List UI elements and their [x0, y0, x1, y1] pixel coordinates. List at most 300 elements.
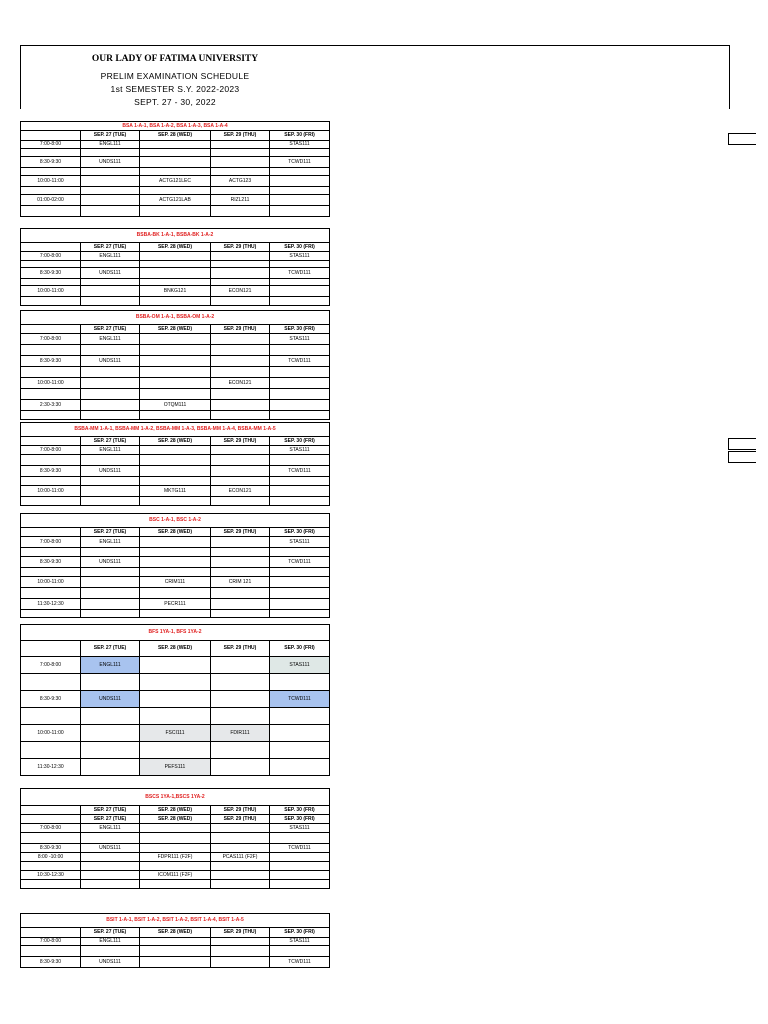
exam-cell: FDIR111: [211, 725, 270, 742]
day-header: SEP. 29 (THU): [211, 437, 270, 446]
exam-cell: UNDS111: [81, 356, 140, 367]
exam-cell: [211, 759, 270, 776]
day-header: SEP. 28 (WED): [140, 131, 211, 141]
exam-cell: MKTG111: [140, 486, 211, 497]
time-header-cell: [21, 243, 81, 252]
time-slot: 11:30-12:30: [21, 759, 81, 776]
day-header: SEP. 27 (TUE): [81, 437, 140, 446]
exam-cell: [140, 268, 211, 279]
exam-cell: ECON121: [211, 378, 270, 389]
exam-cell: [81, 187, 140, 195]
section-title-row: [21, 229, 330, 243]
exam-cell: [81, 168, 140, 176]
schedule-row: [21, 261, 330, 268]
exam-cell: STAS111: [270, 252, 330, 261]
schedule-row: [21, 157, 330, 168]
exam-cell: [140, 537, 211, 548]
exam-cell: [270, 759, 330, 776]
exam-cell: [270, 477, 330, 486]
exam-cell: [211, 742, 270, 759]
exam-cell: ENGL111: [81, 824, 140, 833]
exam-cell: [140, 657, 211, 674]
exam-cell: [270, 568, 330, 577]
time-slot: [21, 862, 81, 871]
exam-cell: STAS111: [270, 824, 330, 833]
exam-cell: PCAS111 (F2F): [211, 853, 270, 862]
schedule-table: [20, 788, 330, 889]
section-title: BSIT 1-A-1, BSIT 1-A-2, BSIT 1-A-2, BSIT 1-A-4, BSIT 1-A-5: [21, 914, 330, 928]
exam-cell: [211, 844, 270, 853]
exam-cell: OTQM111: [140, 400, 211, 411]
time-slot: 10:00-11:00: [21, 286, 81, 297]
day-header: SEP. 27 (TUE): [81, 528, 140, 537]
schedule-row: [21, 599, 330, 610]
exam-cell: [140, 279, 211, 286]
day-header: SEP. 28 (WED): [140, 243, 211, 252]
exam-cell: [211, 833, 270, 844]
section-title-row: [21, 122, 330, 131]
schedule-section: [20, 422, 329, 506]
exam-cell: [140, 141, 211, 149]
exam-cell: [81, 195, 140, 206]
schedule-row: [21, 477, 330, 486]
schedule-row: [21, 588, 330, 599]
exam-cell: [81, 477, 140, 486]
time-slot: [21, 389, 81, 400]
exam-cell: [81, 345, 140, 356]
time-slot: 8:00 -10:00: [21, 853, 81, 862]
section-title-row: [21, 423, 330, 437]
exam-cell: [81, 759, 140, 776]
exam-cell: [270, 411, 330, 420]
exam-cell: CRIM111: [140, 577, 211, 588]
exam-cell: ENGL111: [81, 537, 140, 548]
schedule-row: [21, 548, 330, 557]
time-slot: [21, 187, 81, 195]
exam-cell: [211, 657, 270, 674]
time-slot: 7:00-8:00: [21, 446, 81, 455]
time-header-cell: [21, 641, 81, 657]
exam-cell: [270, 725, 330, 742]
schedule-row: [21, 853, 330, 862]
time-slot: 8:30-9:30: [21, 957, 81, 968]
semester-label: 1st SEMESTER S.Y. 2022-2023: [110, 84, 240, 94]
exam-cell: [81, 367, 140, 378]
day-header: SEP. 28 (WED): [140, 325, 211, 334]
exam-cell: SEP. 28 (WED): [140, 815, 211, 824]
exam-cell: TCWD111: [270, 957, 330, 968]
schedule-section: [20, 624, 329, 776]
exam-cell: [140, 497, 211, 506]
section-title-row: [21, 514, 330, 528]
time-slot: [21, 833, 81, 844]
time-slot: [21, 742, 81, 759]
schedule-row: [21, 149, 330, 157]
exam-cell: STAS111: [270, 334, 330, 345]
time-header-cell: [21, 131, 81, 141]
time-slot: [21, 568, 81, 577]
exam-cell: ENGL111: [81, 252, 140, 261]
schedule-table: [20, 228, 330, 306]
day-header: SEP. 28 (WED): [140, 806, 211, 815]
exam-cell: [211, 588, 270, 599]
exam-cell: [270, 297, 330, 306]
section-title-row: [21, 914, 330, 928]
exam-cell: [270, 708, 330, 725]
day-header: SEP. 29 (THU): [211, 928, 270, 938]
day-header-row: [21, 928, 330, 938]
schedule-table: [20, 513, 330, 618]
exam-cell: [140, 367, 211, 378]
time-slot: 10:30-12:30: [21, 871, 81, 880]
exam-cell: [81, 149, 140, 157]
exam-cell: STAS111: [270, 657, 330, 674]
schedule-row: [21, 168, 330, 176]
exam-cell: [140, 548, 211, 557]
exam-cell: UNDS111: [81, 466, 140, 477]
exam-cell: [140, 477, 211, 486]
exam-cell: [211, 880, 270, 889]
exam-cell: [211, 557, 270, 568]
time-slot: 8:30-9:30: [21, 844, 81, 853]
exam-cell: [211, 537, 270, 548]
exam-cell: [81, 297, 140, 306]
exam-cell: [140, 938, 211, 946]
time-slot: 10:00-11:00: [21, 725, 81, 742]
exam-cell: [270, 286, 330, 297]
day-header-row: [21, 243, 330, 252]
day-header: SEP. 30 (FRI): [270, 437, 330, 446]
exam-cell: TCWD111: [270, 268, 330, 279]
side-box: [728, 438, 756, 450]
exam-cell: [211, 345, 270, 356]
schedule-row: [21, 367, 330, 378]
exam-cell: [140, 824, 211, 833]
exam-cell: [81, 279, 140, 286]
schedule-row: [21, 195, 330, 206]
exam-cell: [211, 599, 270, 610]
schedule-row: [21, 389, 330, 400]
day-header: SEP. 27 (TUE): [81, 928, 140, 938]
schedule-section: [20, 121, 329, 217]
exam-cell: [140, 557, 211, 568]
time-slot: 7:00-8:00: [21, 657, 81, 674]
exam-cell: [270, 880, 330, 889]
time-slot: [21, 548, 81, 557]
exam-cell: [140, 334, 211, 345]
exam-cell: STAS111: [270, 141, 330, 149]
exam-cell: ENGL111: [81, 938, 140, 946]
exam-cell: [140, 833, 211, 844]
exam-cell: PEFS111: [140, 759, 211, 776]
exam-cell: [211, 157, 270, 168]
day-header: SEP. 29 (THU): [211, 243, 270, 252]
day-header: SEP. 30 (FRI): [270, 131, 330, 141]
exam-cell: [270, 862, 330, 871]
exam-cell: [211, 548, 270, 557]
exam-cell: BNKG121: [140, 286, 211, 297]
exam-cell: CRIM 121: [211, 577, 270, 588]
schedule-row: [21, 833, 330, 844]
exam-cell: [81, 400, 140, 411]
university-name: OUR LADY OF FATIMA UNIVERSITY: [91, 54, 259, 64]
time-slot: 2:30-3:30: [21, 400, 81, 411]
schedule-table: [20, 121, 330, 217]
schedule-row: [21, 946, 330, 957]
exam-cell: [81, 261, 140, 268]
exam-cell: [270, 279, 330, 286]
exam-cell: [140, 455, 211, 466]
schedule-section: [20, 228, 329, 306]
exam-cell: [211, 446, 270, 455]
day-header: SEP. 30 (FRI): [270, 928, 330, 938]
exam-cell: [140, 946, 211, 957]
exam-cell: [270, 195, 330, 206]
exam-cell: [211, 261, 270, 268]
schedule-section: [20, 913, 329, 968]
time-slot: [21, 497, 81, 506]
section-title: BSBA-MM 1-A-1, BSBA-MM 1-A-2, BSBA-MM 1-A-3, BSBA-MM 1-A-4, BSBA-MM 1-A-5: [21, 423, 330, 437]
time-slot: 7:00-8:00: [21, 938, 81, 946]
time-header-cell: [21, 806, 81, 815]
exam-cell: [211, 957, 270, 968]
time-slot: 8:30-9:30: [21, 466, 81, 477]
exam-cell: [140, 957, 211, 968]
exam-cell: ECON121: [211, 286, 270, 297]
exam-cell: [270, 400, 330, 411]
schedule-row: [21, 334, 330, 345]
time-slot: 01:00-02:00: [21, 195, 81, 206]
exam-cell: [140, 206, 211, 217]
time-header-cell: [21, 325, 81, 334]
time-slot: 8:30-9:30: [21, 557, 81, 568]
day-header: SEP. 30 (FRI): [270, 528, 330, 537]
day-header: SEP. 29 (THU): [211, 325, 270, 334]
section-title-row: [21, 789, 330, 806]
exam-cell: [140, 568, 211, 577]
schedule-row: [21, 297, 330, 306]
schedule-row: [21, 557, 330, 568]
exam-cell: [140, 880, 211, 889]
schedule-row: [21, 187, 330, 195]
schedule-row: [21, 759, 330, 776]
day-header: SEP. 27 (TUE): [81, 131, 140, 141]
side-box: [728, 451, 756, 463]
exam-cell: [211, 824, 270, 833]
exam-cell: [140, 261, 211, 268]
time-slot: 10:00-11:00: [21, 577, 81, 588]
section-title: BSC 1-A-1, BSC 1-A-2: [21, 514, 330, 528]
exam-cell: [81, 871, 140, 880]
exam-cell: [211, 356, 270, 367]
exam-cell: ENGL111: [81, 446, 140, 455]
exam-cell: [270, 176, 330, 187]
exam-cell: [270, 577, 330, 588]
exam-cell: [81, 599, 140, 610]
exam-cell: [81, 674, 140, 691]
day-header: SEP. 29 (THU): [211, 131, 270, 141]
time-slot: [21, 946, 81, 957]
exam-cell: [81, 833, 140, 844]
exam-cell: STAS111: [270, 938, 330, 946]
exam-cell: [140, 862, 211, 871]
schedule-section: [20, 513, 329, 618]
exam-cell: [140, 356, 211, 367]
exam-cell: [140, 389, 211, 400]
exam-cell: [81, 862, 140, 871]
exam-cell: [81, 286, 140, 297]
time-slot: [21, 411, 81, 420]
exam-cell: TCWD111: [270, 691, 330, 708]
exam-cell: [140, 157, 211, 168]
schedule-row: [21, 176, 330, 187]
exam-cell: [211, 674, 270, 691]
schedule-row: [21, 815, 330, 824]
schedule-row: [21, 378, 330, 389]
schedule-title: PRELIM EXAMINATION SCHEDULE: [100, 71, 250, 81]
schedule-row: [21, 497, 330, 506]
schedule-row: [21, 880, 330, 889]
exam-cell: [270, 149, 330, 157]
exam-dates: SEPT. 27 - 30, 2022: [134, 97, 216, 107]
exam-cell: STAS111: [270, 446, 330, 455]
day-header: SEP. 30 (FRI): [270, 325, 330, 334]
section-title: BSBA-BK 1-A-1, BSBA-BK 1-A-2: [21, 229, 330, 243]
time-slot: 10:00-11:00: [21, 378, 81, 389]
exam-cell: [211, 334, 270, 345]
exam-cell: [81, 577, 140, 588]
exam-cell: TCWD111: [270, 557, 330, 568]
exam-cell: [140, 742, 211, 759]
time-slot: [21, 815, 81, 824]
exam-cell: [81, 455, 140, 466]
exam-cell: [81, 946, 140, 957]
header-frame-top: [20, 45, 730, 46]
day-header: SEP. 27 (TUE): [81, 806, 140, 815]
exam-cell: [211, 497, 270, 506]
exam-cell: [211, 367, 270, 378]
day-header: SEP. 30 (FRI): [270, 806, 330, 815]
exam-cell: [270, 168, 330, 176]
exam-cell: [140, 168, 211, 176]
schedule-row: [21, 141, 330, 149]
time-slot: 8:30-9:30: [21, 157, 81, 168]
exam-cell: ACTG121LEC: [140, 176, 211, 187]
day-header: SEP. 28 (WED): [140, 528, 211, 537]
side-box: [728, 133, 756, 145]
exam-cell: [81, 548, 140, 557]
exam-cell: [140, 149, 211, 157]
day-header: SEP. 29 (THU): [211, 528, 270, 537]
time-slot: [21, 880, 81, 889]
schedule-row: [21, 537, 330, 548]
exam-cell: ENGL111: [81, 657, 140, 674]
exam-cell: [211, 400, 270, 411]
exam-cell: [81, 378, 140, 389]
day-header: SEP. 30 (FRI): [270, 243, 330, 252]
exam-cell: [211, 297, 270, 306]
exam-cell: [270, 486, 330, 497]
exam-cell: SEP. 30 (FRI): [270, 815, 330, 824]
exam-cell: [140, 610, 211, 618]
exam-cell: [140, 411, 211, 420]
time-slot: 7:00-8:00: [21, 141, 81, 149]
schedule-section: [20, 310, 329, 420]
exam-cell: [211, 568, 270, 577]
exam-cell: [81, 206, 140, 217]
schedule-row: [21, 691, 330, 708]
time-slot: [21, 455, 81, 466]
exam-cell: [211, 610, 270, 618]
schedule-row: [21, 400, 330, 411]
exam-cell: ENGL111: [81, 334, 140, 345]
exam-cell: [81, 742, 140, 759]
time-slot: 7:00-8:00: [21, 252, 81, 261]
time-slot: [21, 477, 81, 486]
time-slot: [21, 345, 81, 356]
time-slot: 7:00-8:00: [21, 334, 81, 345]
exam-cell: [270, 187, 330, 195]
time-header-cell: [21, 928, 81, 938]
exam-cell: [270, 206, 330, 217]
exam-cell: [270, 389, 330, 400]
exam-cell: [211, 389, 270, 400]
exam-cell: [81, 725, 140, 742]
schedule-row: [21, 742, 330, 759]
exam-cell: [81, 389, 140, 400]
schedule-row: [21, 871, 330, 880]
exam-cell: [211, 946, 270, 957]
exam-cell: [81, 588, 140, 599]
section-title: BSBA-OM 1-A-1, BSBA-OM 1-A-2: [21, 311, 330, 325]
exam-cell: [81, 176, 140, 187]
schedule-row: [21, 252, 330, 261]
header-frame-right: [729, 45, 730, 109]
exam-cell: [270, 871, 330, 880]
time-slot: 8:30-9:30: [21, 268, 81, 279]
time-slot: [21, 206, 81, 217]
time-slot: [21, 149, 81, 157]
day-header-row: [21, 437, 330, 446]
exam-cell: [140, 844, 211, 853]
schedule-row: [21, 957, 330, 968]
exam-cell: [140, 446, 211, 455]
exam-cell: [140, 345, 211, 356]
section-title-row: [21, 311, 330, 325]
exam-cell: [270, 497, 330, 506]
exam-cell: [270, 599, 330, 610]
exam-cell: [270, 548, 330, 557]
schedule-row: [21, 844, 330, 853]
schedule-table: [20, 624, 330, 776]
exam-cell: [140, 378, 211, 389]
exam-cell: [81, 853, 140, 862]
exam-cell: FDPR111 (F2F): [140, 853, 211, 862]
exam-cell: [211, 268, 270, 279]
schedule-row: [21, 279, 330, 286]
time-slot: [21, 367, 81, 378]
exam-cell: UNDS111: [81, 268, 140, 279]
time-slot: 7:00-8:00: [21, 824, 81, 833]
schedule-row: [21, 411, 330, 420]
day-header: SEP. 28 (WED): [140, 437, 211, 446]
exam-cell: [270, 610, 330, 618]
schedule-row: [21, 466, 330, 477]
schedule-row: [21, 268, 330, 279]
exam-cell: [81, 708, 140, 725]
exam-cell: [211, 466, 270, 477]
time-slot: [21, 708, 81, 725]
